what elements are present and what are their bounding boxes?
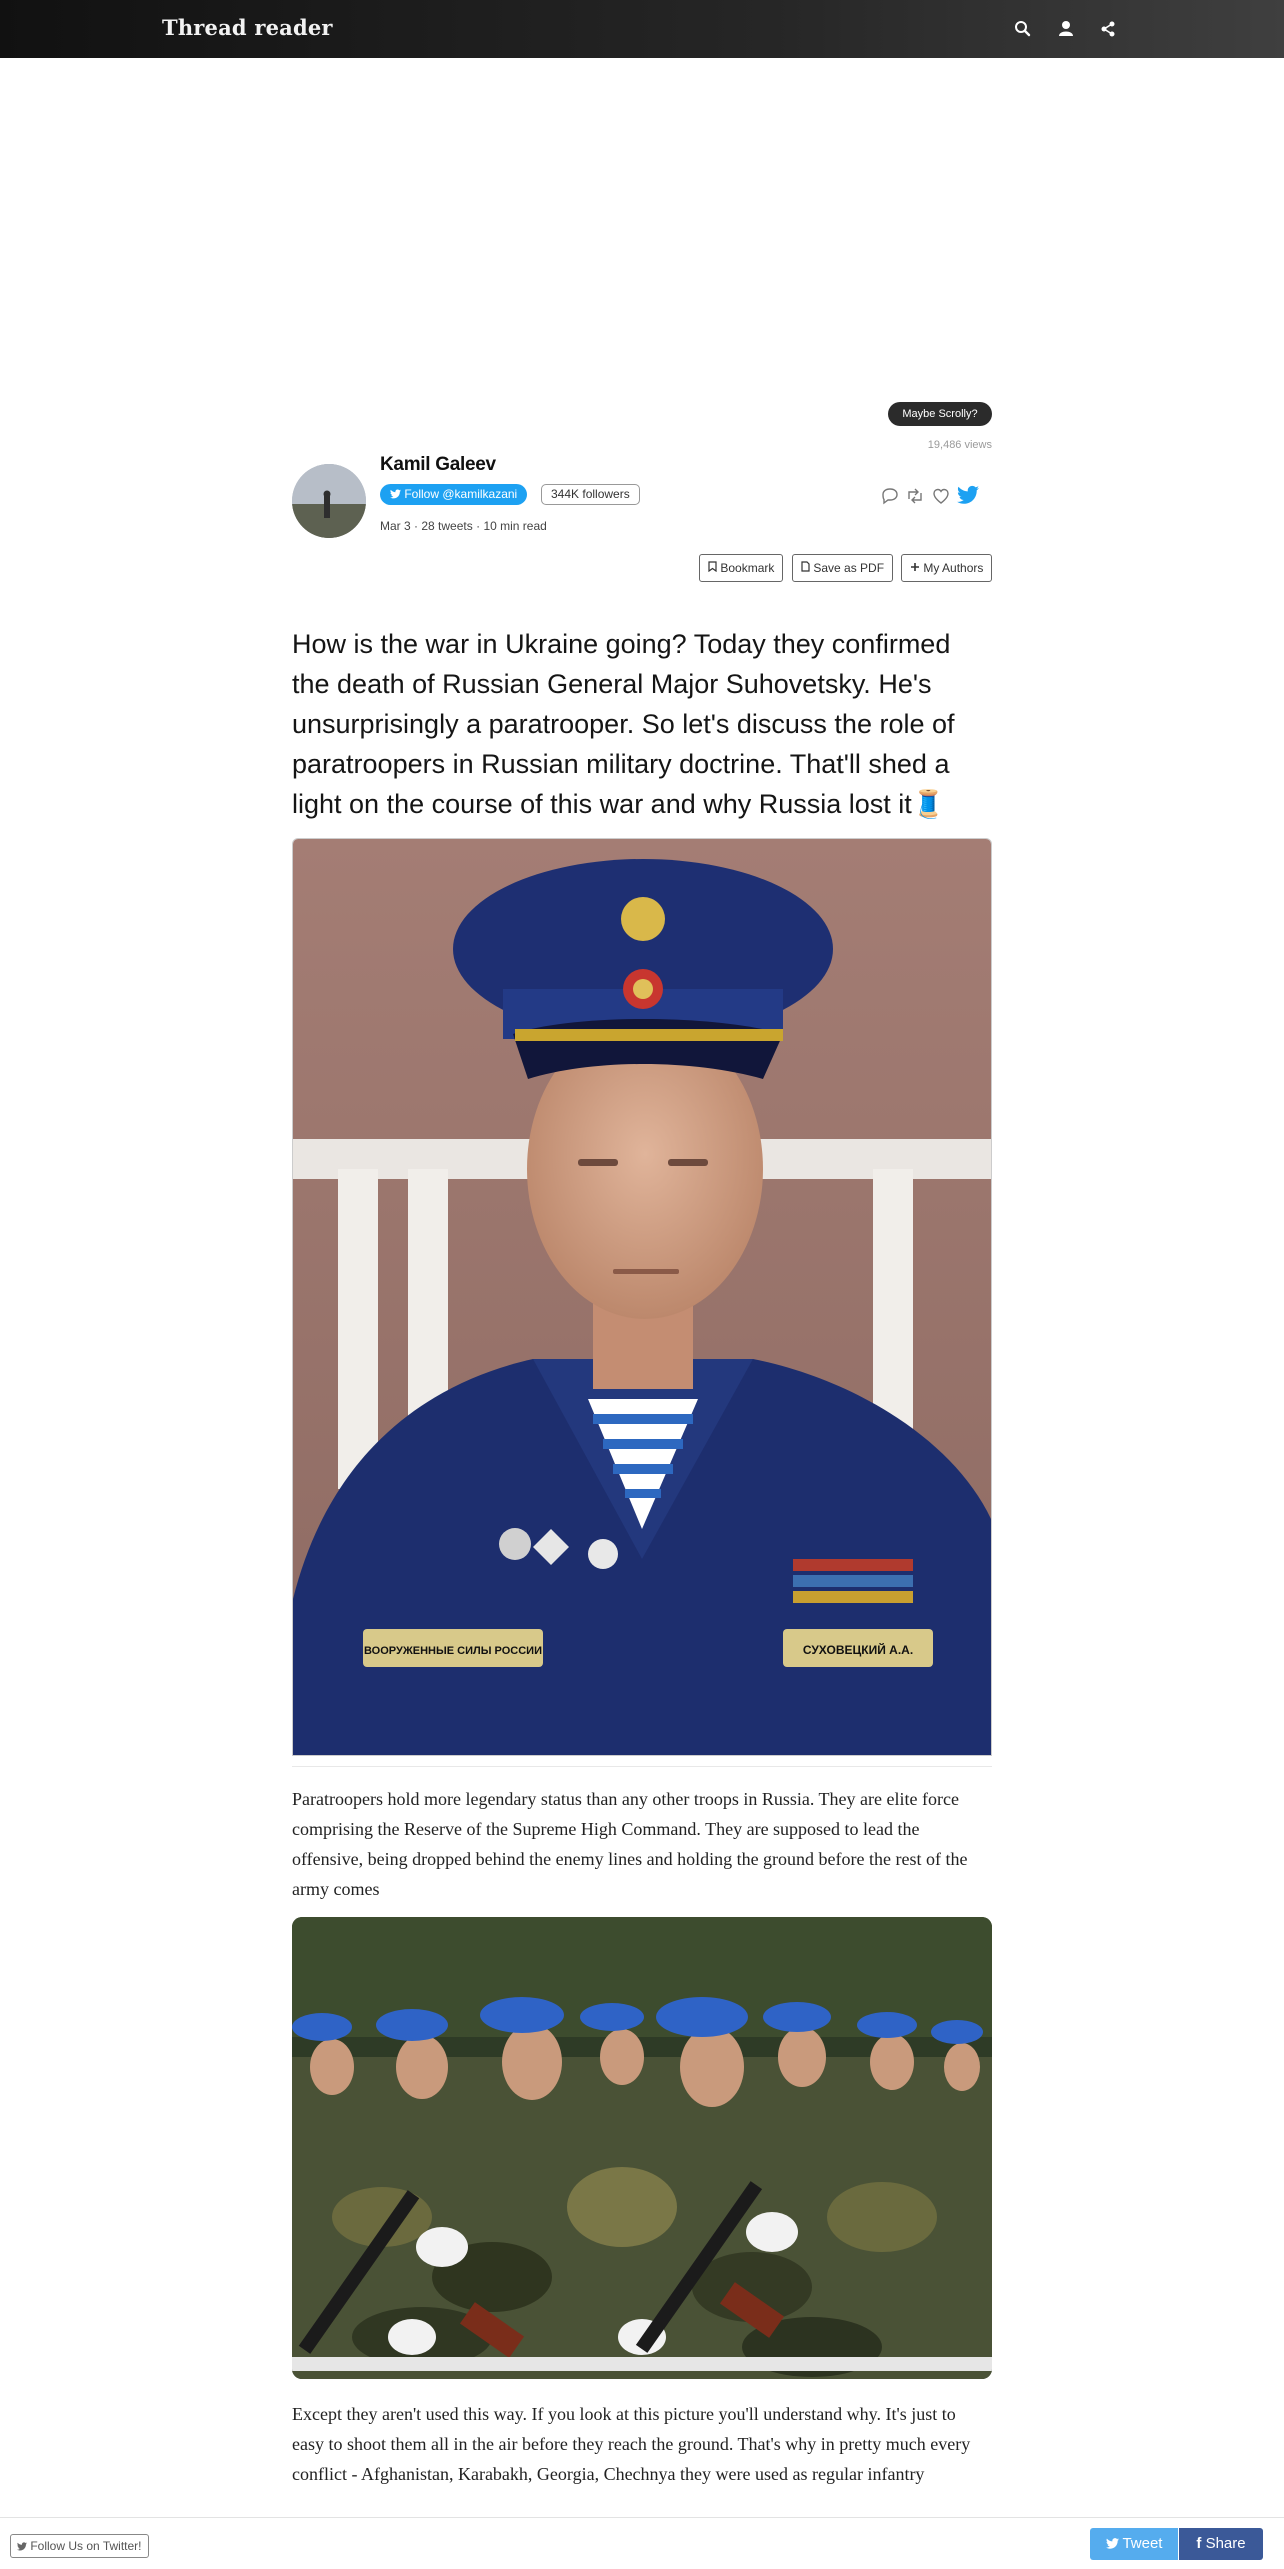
thread-tweet-text: Paratroopers hold more legendary status than any other troops in Russia. They are elite force comprising the Reserve of the Supreme High Command. They are supposed to lead the offensive, being dropped behind the enemy lines and holding the ground before the rest of the army comes: [292, 1789, 968, 1899]
general-portrait-image[interactable]: [292, 838, 992, 1756]
name-tag-label: СУХОВЕЦКИЙ А.А.: [802, 1643, 914, 1657]
brand-part-2: reader: [254, 15, 333, 40]
file-icon: [801, 561, 810, 575]
twitter-bird-icon: [1106, 2535, 1119, 2552]
read-time: 10 min read: [483, 519, 547, 533]
search-icon[interactable]: [1012, 18, 1034, 40]
user-icon[interactable]: [1055, 18, 1077, 40]
share-icon[interactable]: [1097, 18, 1119, 40]
thread-meta: Mar 3 · 28 tweets · 10 min read: [380, 519, 547, 533]
save-as-pdf-button[interactable]: [792, 554, 893, 582]
brand-logo[interactable]: [162, 15, 333, 40]
twitter-bird-icon: [390, 487, 404, 501]
thread-lead-text: How is the war in Ukraine going? Today they confirmed the death of Russian General Major Suhovetsky. He's unsurprisingly a paratrooper. So let's discuss the role of paratroopers in Russian military doctrine. That'll shed a light on the course of this war and why Russia lost it🧵: [292, 629, 955, 819]
reply-icon[interactable]: [880, 486, 900, 511]
sleeve-patch-label: ВООРУЖЕННЫЕ СИЛЫ РОССИИ: [364, 1645, 542, 1657]
bookmark-button[interactable]: [699, 554, 783, 582]
paratroopers-parade-image[interactable]: [292, 1917, 992, 2379]
plus-icon: [910, 561, 920, 575]
share-label: Share: [1205, 2535, 1246, 2552]
follow-us-label: Follow Us on Twitter!: [30, 2539, 142, 2553]
tweet-button[interactable]: [1090, 2528, 1178, 2560]
twitter-bird-icon: [17, 2539, 27, 2553]
my-authors-button[interactable]: [901, 554, 992, 582]
thread-date[interactable]: Mar 3: [380, 519, 411, 533]
followers-count: 344K followers: [541, 484, 640, 505]
author-avatar[interactable]: [292, 464, 366, 538]
twitter-link-icon[interactable]: [957, 485, 979, 510]
facebook-icon: f: [1196, 2535, 1202, 2552]
view-count: 19,486 views: [927, 439, 992, 451]
follow-label: Follow @kamilkazani: [404, 487, 518, 501]
thread-tweet-text: Except they aren't used this way. If you look at this picture you'll understand why. It's just to easy to shoot them all in the air before they reach the ground. That's why in pretty much every conflict - Afghanistan, Karabakh, Georgia, Chechnya they were used as regular infantry: [292, 2404, 971, 2484]
bottom-share-bar: [0, 2517, 1284, 2569]
bookmark-icon: [708, 561, 717, 575]
follow-us-twitter-button[interactable]: [10, 2534, 149, 2558]
retweet-icon[interactable]: [905, 486, 925, 511]
tweet-count: 28 tweets: [421, 519, 473, 533]
maybe-scrolly-button[interactable]: Maybe Scrolly?: [888, 402, 992, 426]
top-navbar: [0, 0, 1284, 58]
facebook-share-button[interactable]: [1179, 2528, 1263, 2560]
my-authors-label: My Authors: [923, 561, 984, 575]
divider: [292, 1766, 992, 1767]
follow-author-button[interactable]: [380, 484, 527, 505]
bookmark-label: Bookmark: [720, 561, 775, 575]
author-name[interactable]: Kamil Galeev: [380, 454, 496, 475]
tweet-label: Tweet: [1122, 2535, 1163, 2552]
like-icon[interactable]: [931, 486, 951, 511]
save-as-pdf-label: Save as PDF: [813, 561, 885, 575]
brand-part-1: Thread: [162, 15, 247, 40]
